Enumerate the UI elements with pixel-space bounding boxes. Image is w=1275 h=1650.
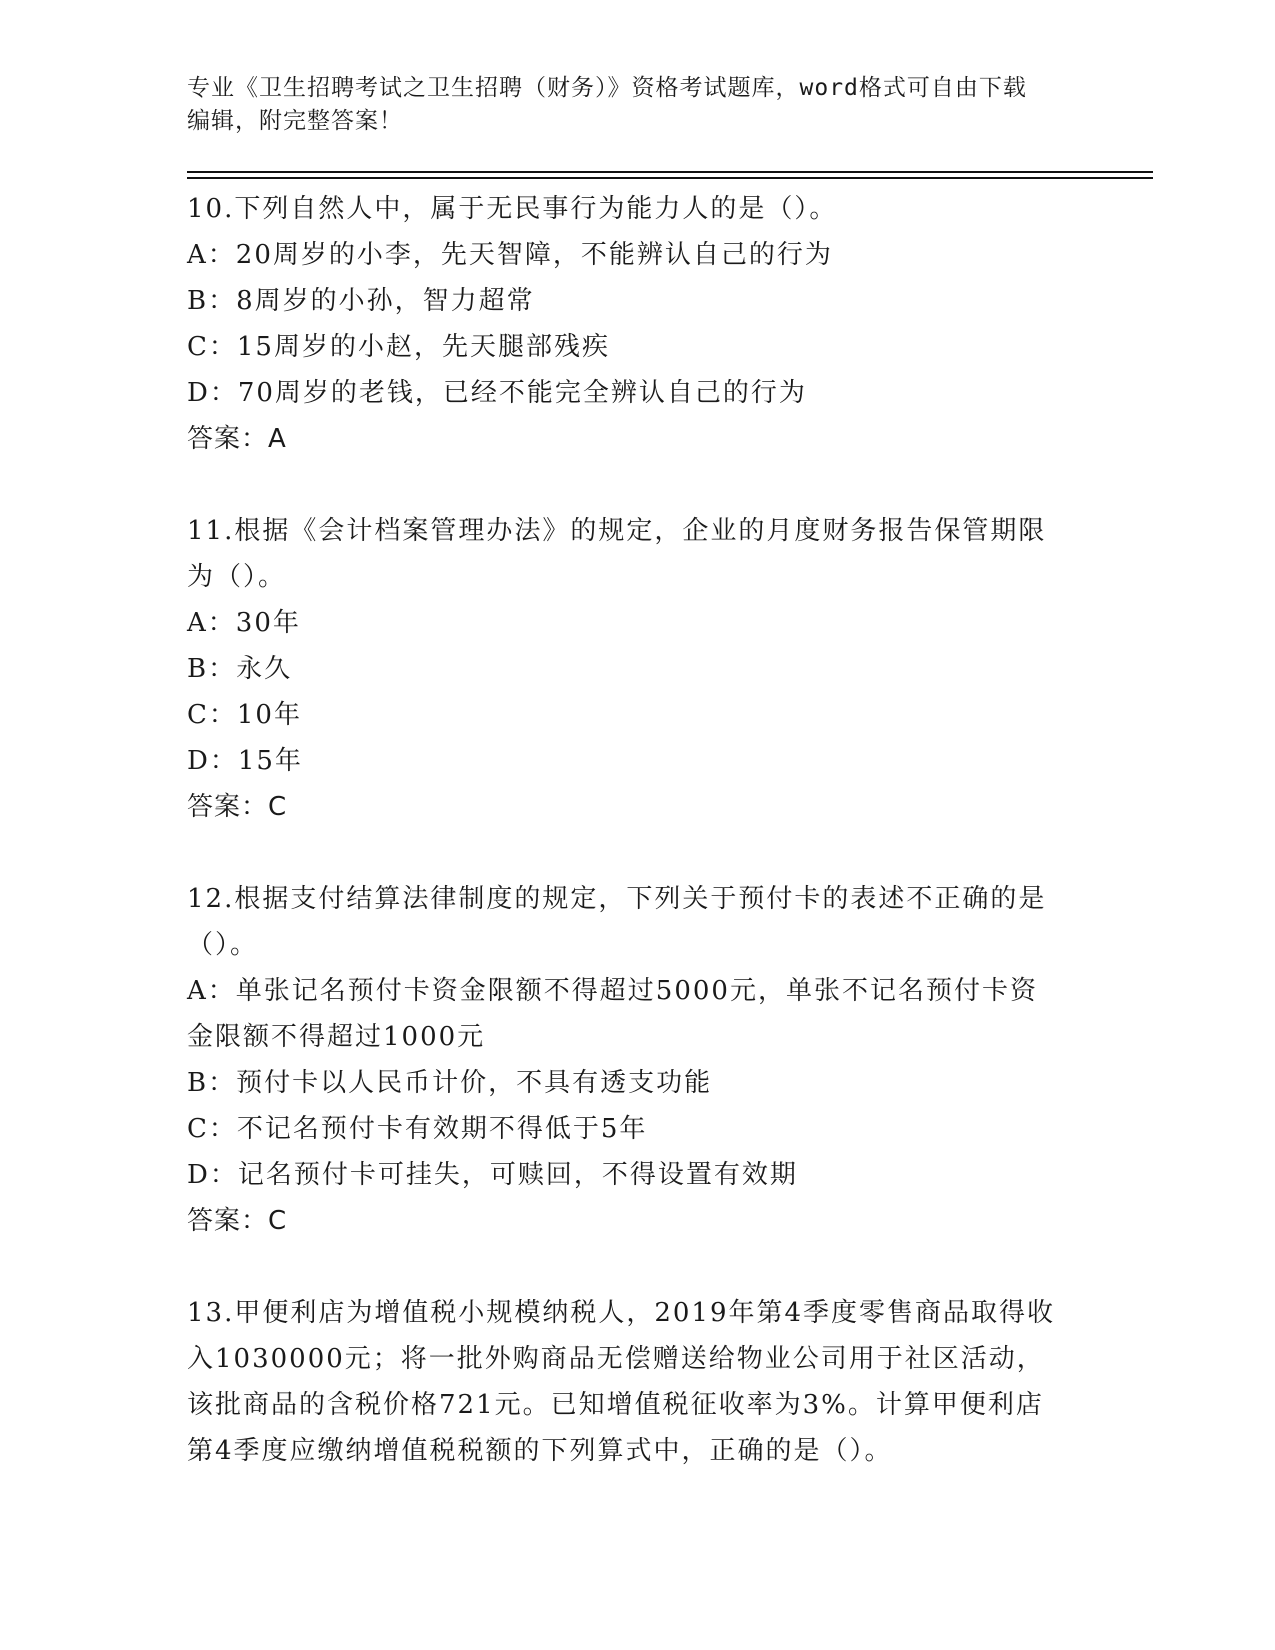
question-stem-line: 12.根据支付结算法律制度的规定，下列关于预付卡的表述不正确的是 <box>187 884 1047 914</box>
answer-line: 答案：C <box>187 1206 288 1236</box>
header-rule-bottom <box>187 177 1153 179</box>
header-rule-top <box>187 171 1153 173</box>
question-spacer <box>187 462 1087 508</box>
question-stem-line: 10.下列自然人中，属于无民事行为能力人的是（）。 <box>187 194 838 224</box>
question-spacer <box>187 1244 1087 1290</box>
question-stem-line: （）。 <box>187 930 259 960</box>
header-line-2: 编辑，附完整答案！ <box>187 108 403 134</box>
question-stem-line: 入1030000元；将一批外购商品无偿赠送给物业公司用于社区活动， <box>187 1344 1045 1374</box>
option-line: D：记名预付卡可挂失，可赎回，不得设置有效期 <box>187 1160 798 1190</box>
question-list <box>187 186 1087 1474</box>
question-stem-line: 第4季度应缴纳增值税税额的下列算式中，正确的是（）。 <box>187 1436 893 1466</box>
question-stem-line: 11.根据《会计档案管理办法》的规定，企业的月度财务报告保管期限 <box>187 516 1047 546</box>
option-line: D：15年 <box>187 746 303 776</box>
option-line: A：单张记名预付卡资金限额不得超过5000元，单张不记名预付卡资 <box>187 976 1038 1006</box>
question-spacer <box>187 830 1087 876</box>
question-block <box>187 186 1087 462</box>
option-line: D：70周岁的老钱，已经不能完全辨认自己的行为 <box>187 378 807 408</box>
question-stem-line: 13.甲便利店为增值税小规模纳税人，2019年第4季度零售商品取得收 <box>187 1298 1056 1328</box>
option-line: B：8周岁的小孙，智力超常 <box>187 286 535 316</box>
question-block <box>187 876 1087 1244</box>
document-header <box>187 72 1087 138</box>
option-line: A：30年 <box>187 608 301 638</box>
question-stem-line: 为（）。 <box>187 562 287 592</box>
option-line: 金限额不得超过1000元 <box>187 1022 486 1052</box>
header-line-1: 专业《卫生招聘考试之卫生招聘（财务）》资格考试题库，word格式可自由下载 <box>187 75 1027 101</box>
question-block <box>187 1290 1087 1474</box>
question-stem-line: 该批商品的含税价格721元。已知增值税征收率为3%。计算甲便利店 <box>187 1390 1044 1420</box>
option-line: B：预付卡以人民币计价，不具有透支功能 <box>187 1068 713 1098</box>
option-line: A：20周岁的小李，先天智障，不能辨认自己的行为 <box>187 240 833 270</box>
option-line: B：永久 <box>187 654 293 684</box>
question-block <box>187 508 1087 830</box>
answer-line: 答案：C <box>187 792 288 822</box>
option-line: C：不记名预付卡有效期不得低于5年 <box>187 1114 648 1144</box>
answer-line: 答案：A <box>187 424 287 454</box>
option-line: C：15周岁的小赵，先天腿部残疾 <box>187 332 610 362</box>
option-line: C：10年 <box>187 700 302 730</box>
